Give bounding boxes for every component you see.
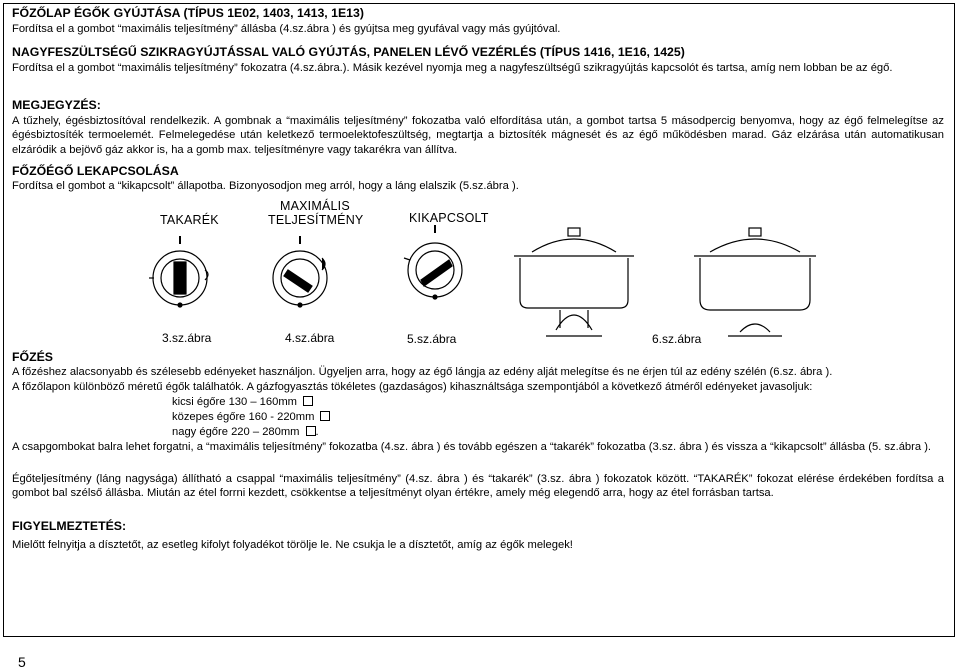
knob-max-icon [273, 236, 327, 307]
label-max-2: TELJESÍTMÉNY [268, 213, 364, 227]
label-kikapcsolt: KIKAPCSOLT [409, 211, 489, 225]
note-text: A tűzhely, égésbiztosítóval rendelkezik. A gombnak a “maximális teljesítmény” fokozatba való elfordítása után, a gombot tartsa 5 másodpercig benyomva, hogy az égő felmelegítse az égésbiztosíték termoelemét. Felmelegedése után keletkező termoelektofeszültség, megtartja a biztosíték mágnesét és az égő működésben marad. Gáz elzárása után automatikusan elzáródik a bejövő gáz akkor is, ha a gomb max. teljesítményre vagy takarékra van állítva. [12, 115, 944, 156]
ignition-text: Fordítsa el a gombot “maximális teljesítmény” állásba (4.sz.ábra ) és gyújtsa meg gyufával vagy más gyújtóval. [12, 23, 561, 35]
size-small: kicsi égőre 130 – 160mm [172, 395, 313, 409]
diameter-icon [303, 396, 313, 406]
note-title: MEGJEGYZÉS: [12, 98, 101, 112]
label-max-1: MAXIMÁLIS [280, 199, 350, 213]
knob-off-icon [404, 225, 462, 299]
cooking-p4: Égőteljesítmény (láng nagysága) állítható a csappal “maximális teljesítmény” (4.sz. ábra ) és “takarék” (3.sz. ábra ) fokozatok között. “TAKARÉK” fokozat elérése érdekében fordítsa a gombot bal szélső állásba. Miután az étel forrni kezdett, csökkentse a teljesítményt olyan értékre, amely még elegendő arra, hogy az étel forrásban tartsa. [12, 473, 944, 500]
knob-takarek-icon [149, 236, 208, 307]
caption-fig3: 3.sz.ábra [162, 331, 212, 345]
size-medium: közepes égőre 160 - 220mm [172, 410, 330, 424]
section-title-spark-ignition: NAGYFESZÜLTSÉGŰ SZIKRAGYÚJTÁSSAL VALÓ GYÚJTÁS, PANELEN LÉVŐ VEZÉRLÉS (TÍPUS 1416, 1E16, 1425) [12, 45, 685, 59]
cooking-p2: A főzőlapon különböző méretű égők találhatók. A gázfogyasztás tökéletes (gazdaságos) kihasználtsága szempontjából a következő átméről edényeket javasoljuk: [12, 381, 813, 393]
pot-right-icon [694, 228, 816, 336]
caption-fig4: 4.sz.ábra [285, 331, 335, 345]
cooking-p1: A főzéshez alacsonyabb és szélesebb edényeket használjon. Ügyeljen arra, hogy az égő lángja az edény alját melegítse és ne érjen túl az edény szélén (6.sz. ábra ). [12, 366, 833, 378]
diameter-icon [320, 411, 330, 421]
spark-ignition-text: Fordítsa el a gombot “maximális teljesítmény” fokozatra (4.sz.ábra.). Másik kezével nyomja meg a nagyfeszültségű szikragyújtás kapcsolót és tartsa, amíg nem lobban be az égő. [12, 62, 893, 74]
pot-wrong-icon [514, 228, 634, 336]
caption-fig6: 6.sz.ábra [652, 332, 702, 346]
warning-title: FIGYELMEZTETÉS: [12, 519, 127, 533]
cooking-p3: A csapgombokat balra lehet forgatni, a “maximális teljesítmény” fokozatba (4.sz. ábra ) és tovább egészen a “takarék” fokozatba (3.sz. ábra ) és vissza a “kikapcsolt” állásba (5. sz.ábra ). [12, 441, 932, 453]
off-title: FŐZŐÉGŐ LEKAPCSOLÁSA [12, 164, 179, 178]
size-large: nagy égőre 220 – 280mm . [172, 426, 319, 438]
page-number: 5 [18, 654, 26, 670]
diameter-icon [306, 426, 316, 436]
label-takarek: TAKARÉK [160, 213, 219, 227]
warning-text: Mielőtt felnyitja a dísztetőt, az esetleg kifolyt folyadékot törölje le. Ne csukja le a dísztetőt, amíg az égők melegek! [12, 539, 573, 551]
caption-fig5: 5.sz.ábra [407, 332, 457, 346]
off-text: Fordítsa el gombot a “kikapcsolt” állapotba. Bizonyosodjon meg arról, hogy a láng elalszik (5.sz.ábra ). [12, 180, 519, 192]
section-title-ignition: FŐZŐLAP ÉGŐK GYÚJTÁSA (TÍPUS 1E02, 1403, 1413, 1E13) [12, 6, 364, 20]
cooking-title: FŐZÉS [12, 350, 53, 364]
